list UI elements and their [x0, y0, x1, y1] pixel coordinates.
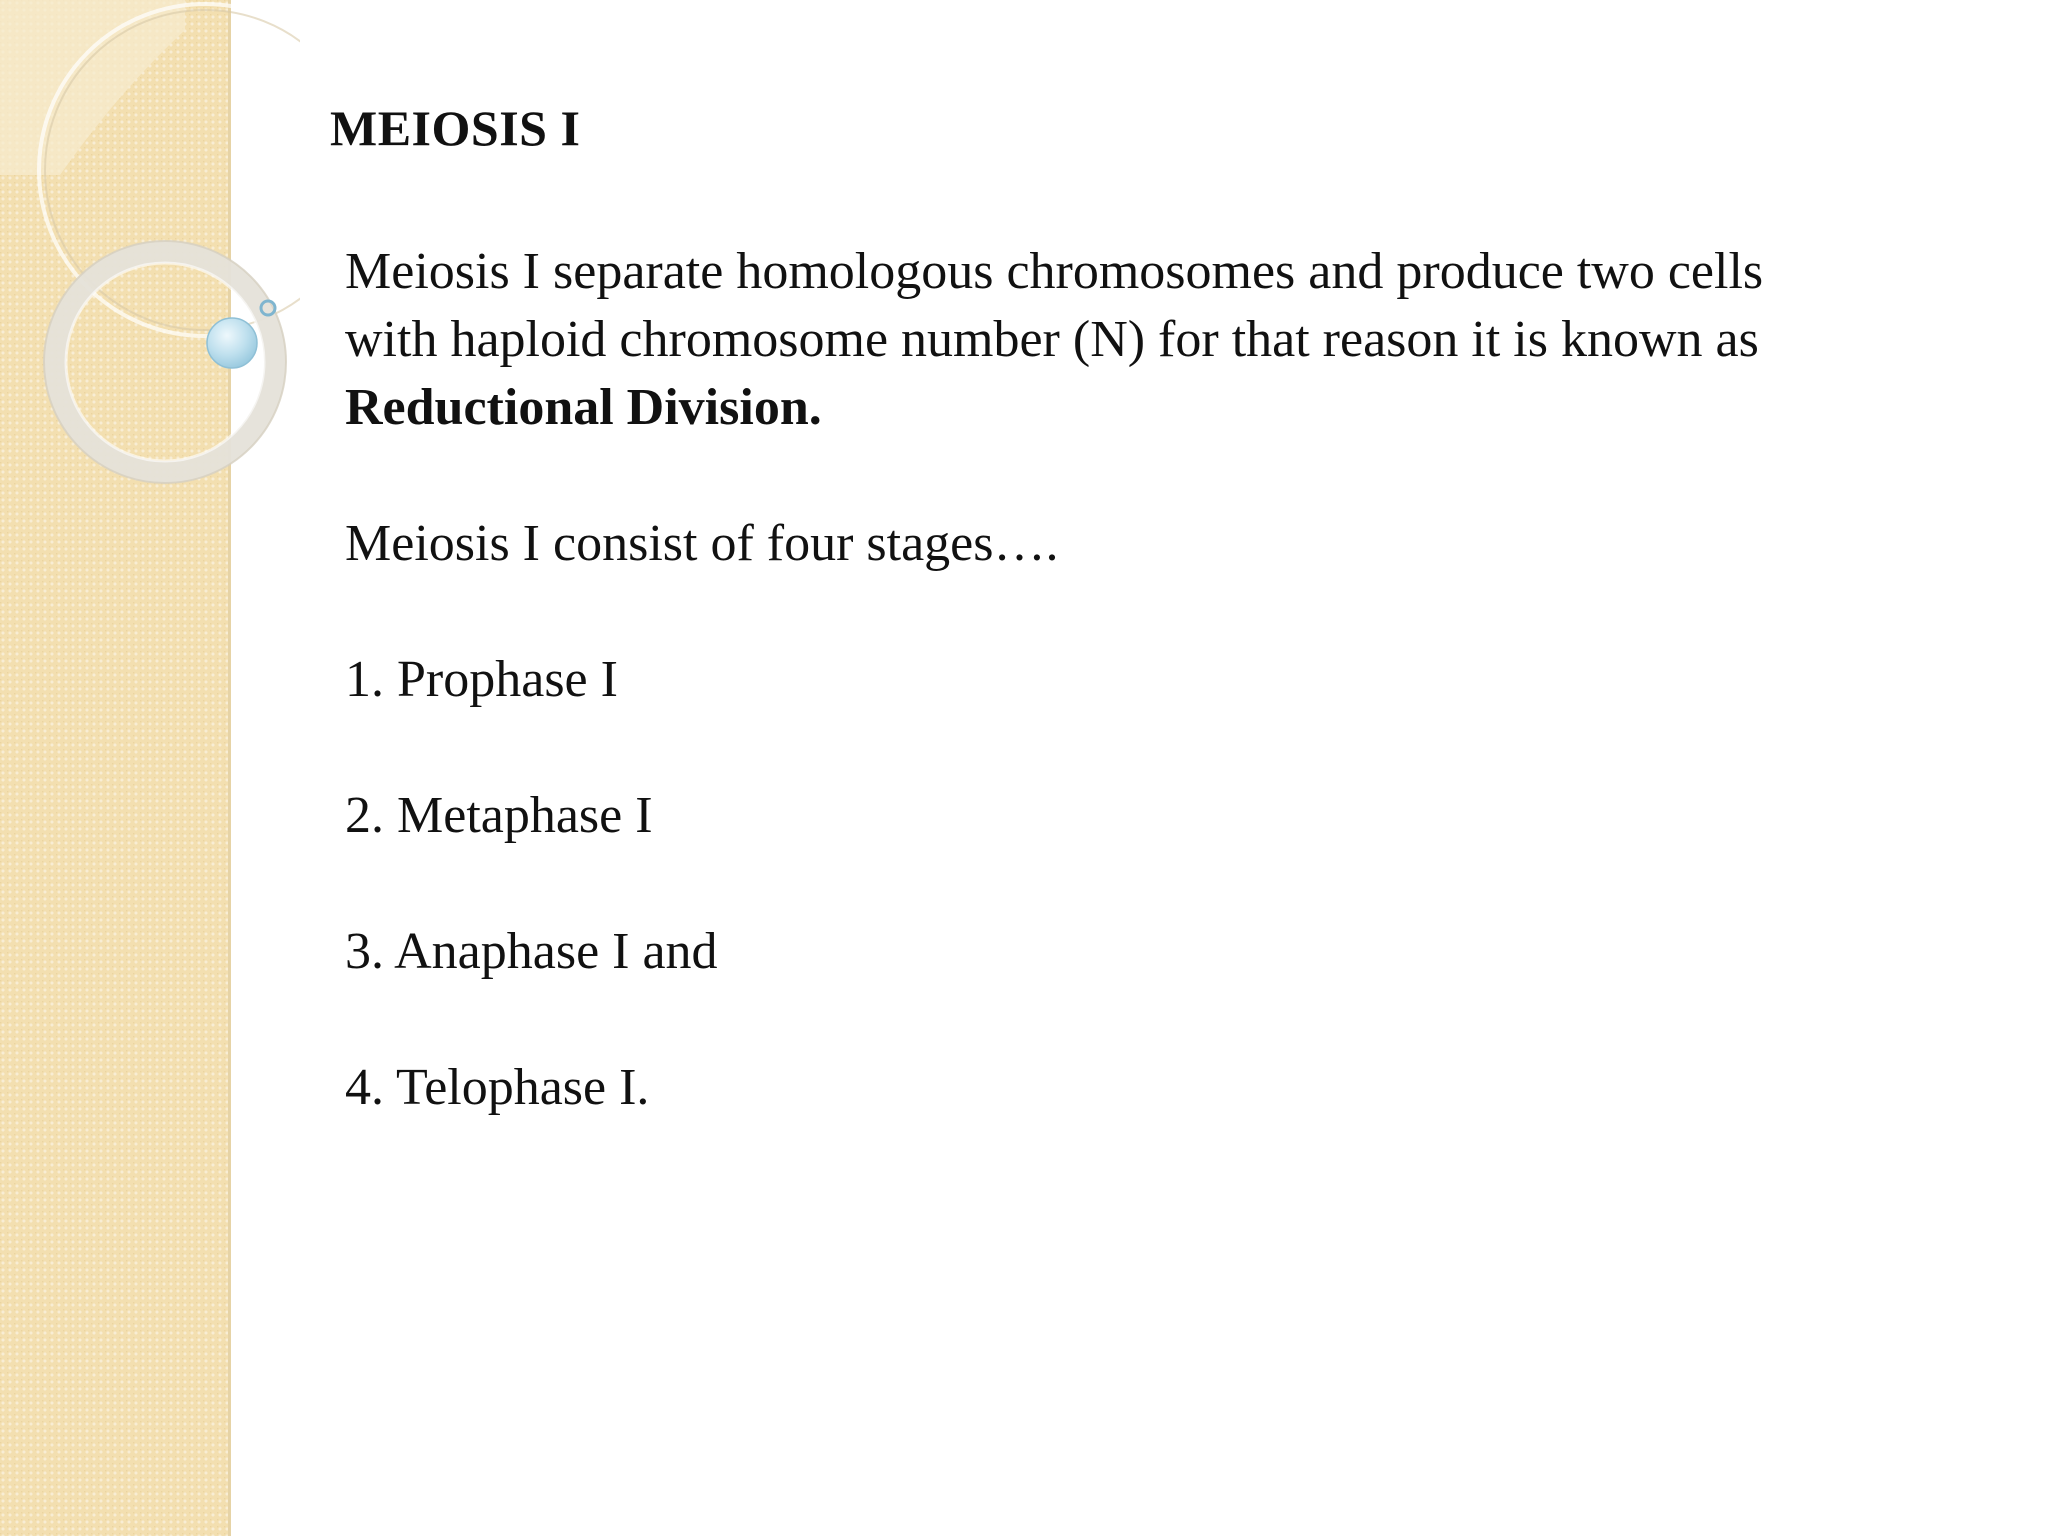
decorative-side-panel: [0, 0, 231, 1536]
stages-intro: Meiosis I consist of four stages….: [345, 515, 1059, 572]
stage-item-prophase: 1. Prophase I: [345, 651, 618, 708]
stage-item-anaphase: 3. Anaphase I and: [345, 923, 718, 980]
stage-item-telophase: 4. Telophase I.: [345, 1059, 650, 1116]
slide-title: MEIOSIS I: [330, 100, 581, 156]
intro-paragraph: [345, 238, 1805, 442]
slide-content: [330, 96, 1810, 1116]
slide-body: [345, 238, 1805, 1122]
intro-emphasis: Reductional Division.: [345, 379, 822, 436]
stage-item-metaphase: 2. Metaphase I: [345, 787, 653, 844]
intro-text: Meiosis I separate homologous chromosomes and produce two cells with haploid chromosome number (N) for that reason it is known as: [345, 243, 1764, 368]
